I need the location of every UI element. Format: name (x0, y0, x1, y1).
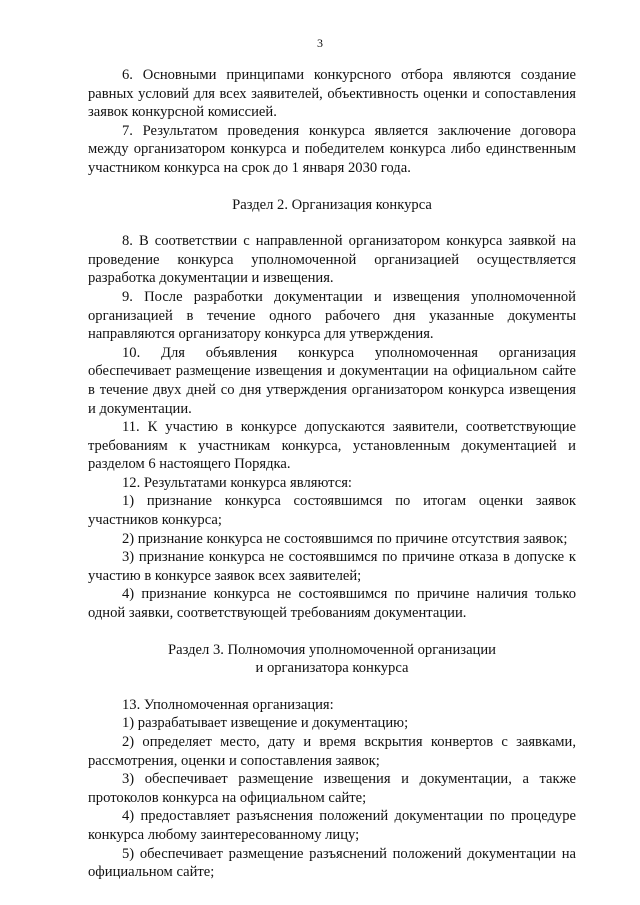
paragraph-11: 11. К участию в конкурсе допускаются заявители, соответствующие требованиям к участникам конкурса, установленным документацией и разделом 6 настоящего Порядка. (88, 419, 576, 473)
list-item-13-2: 2) определяет место, дату и время вскрытия конвертов с заявками, рассмотрения, оценки и сопоставления заявок; (88, 734, 576, 769)
list-item-13-1: 1) разрабатывает извещение и документацию; (122, 715, 409, 732)
list-item-13-5: 5) обеспечивает размещение разъяснений положений документации на официальном сайте; (88, 845, 576, 881)
list-item-12-4: 4) признание конкурса не состоявшимся по причине наличия только одной заявки, соответствующей требованиям документации. (88, 586, 576, 622)
paragraph-8: 8. В соответствии с направленной организатором конкурса заявкой на проведение конкурса уполномоченной организацией осуществляется разработка документации и извещения. (88, 233, 576, 287)
list-item-12-2: 2) признание конкурса не состоявшимся по причине отсутствия заявок; (122, 530, 568, 547)
paragraph-10: 10. Для объявления конкурса уполномоченная организация обеспечивает размещение извещения и документации на официальном сайте в течение двух дней со дня утверждения организатором конкурса извещения и документации. (88, 344, 576, 417)
list-item-12-3: 3) признание конкурса не состоявшимся по причине отказа в допуске к участию в конкурсе заявок всех заявителей; (88, 549, 576, 584)
document-body (88, 66, 576, 882)
page-number: 3 (317, 36, 323, 50)
list-item-13-3: 3) обеспечивает размещение извещения и документации, а также протоколов конкурса на официальном сайте; (88, 771, 576, 806)
paragraph-12: 12. Результатами конкурса являются: (122, 474, 352, 491)
paragraph-9: 9. После разработки документации и извещения уполномоченной организацией в течение одного рабочего дня указанные документы направляются организатору конкурса для утверждения. (88, 288, 576, 343)
paragraph-6: 6. Основными принципами конкурсного отбора являются создание равных условий для всех заявителей, объективность оценки и сопоставления заявок конкурсной комиссией. (88, 67, 576, 121)
section-3-title-line-2: и организатора конкурса (255, 660, 409, 677)
section-3-title-line-1: Раздел 3. Полномочия уполномоченной организации (168, 641, 496, 658)
section-2-heading (88, 196, 576, 215)
paragraph-7: 7. Результатом проведения конкурса является заключение договора между организатором конкурса и победителем конкурса либо единственным участником конкурса на срок до 1 января 2030 года. (88, 122, 576, 176)
section-3-heading (88, 641, 576, 678)
paragraph-13: 13. Уполномоченная организация: (122, 696, 334, 713)
section-2-title: Раздел 2. Организация конкурса (232, 196, 432, 213)
list-item-13-4: 4) предоставляет разъяснения положений документации по процедуре конкурса любому заинтересованному лицу; (88, 808, 576, 843)
list-item-12-1: 1) признание конкурса состоявшимся по итогам оценки заявок участников конкурса; (88, 493, 576, 529)
